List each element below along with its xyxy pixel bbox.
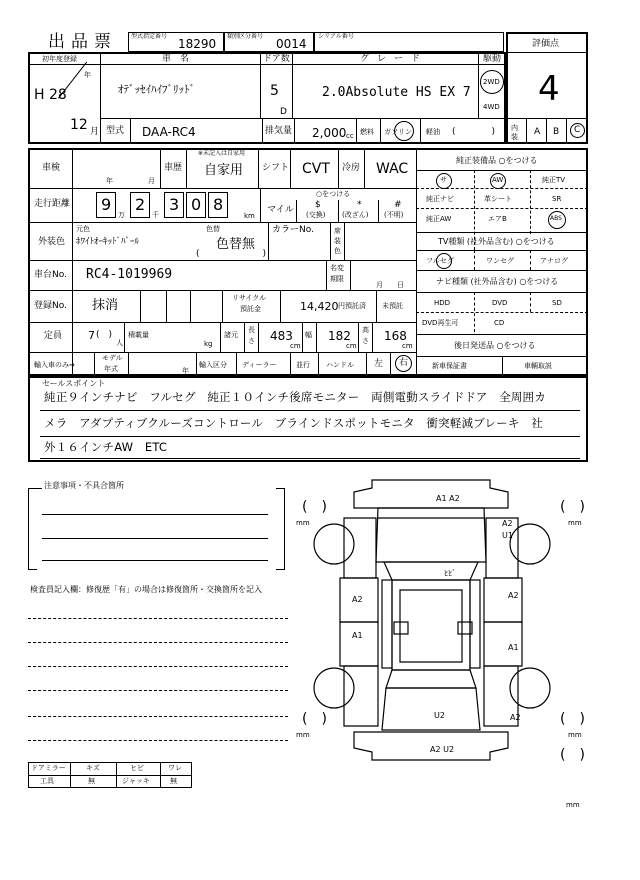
type-num-label: 型式指定番号	[131, 33, 168, 40]
swap-sym: $	[315, 200, 321, 210]
rear-left-wheel	[314, 668, 354, 708]
code-front: A1 A2	[436, 494, 460, 503]
page-title: 出品票	[48, 32, 117, 52]
color-paren: ( )	[196, 249, 267, 259]
code-fr-2: U1	[502, 531, 513, 540]
mm-fl: mm	[296, 519, 310, 527]
fuel-other: ( )	[452, 127, 496, 137]
grade-label: グレード	[360, 54, 429, 64]
fuel-label: 燃料	[360, 128, 374, 136]
history: 自家用	[204, 163, 244, 178]
oem-aw-label: 純正AW	[426, 215, 452, 223]
legend-r3: ジャッキ	[122, 777, 150, 785]
len-label: 長	[248, 326, 255, 334]
shift: CVT	[302, 161, 330, 177]
tv-label: 純正TV	[542, 176, 566, 184]
load-label: 積載量	[128, 331, 149, 339]
inspection-label: 車検	[42, 163, 61, 173]
import-label: 輸入車のみ⇒	[34, 361, 75, 369]
mileage-digit-1: 9	[101, 195, 112, 214]
bracket-rl: ( )	[302, 711, 327, 727]
first-reg-month: 12	[70, 117, 88, 133]
parallel: 並行	[296, 361, 310, 369]
left-front-fender	[344, 518, 376, 578]
code-right-front: A2	[508, 591, 519, 600]
front-left-wheel	[314, 524, 354, 564]
displacement: 2,000	[312, 126, 347, 140]
mm-rr: mm	[568, 731, 582, 739]
doors-suffix: D	[280, 107, 287, 117]
front-right-wheel	[510, 524, 550, 564]
airbag-label: エアB	[488, 215, 507, 223]
code-left-rear: A1	[352, 631, 363, 640]
right-front-door	[484, 578, 522, 622]
color-code-label: 色替	[206, 225, 220, 233]
mileage-digit-2: 2	[135, 195, 146, 214]
ac: WAC	[376, 161, 409, 177]
mm-fr: mm	[568, 519, 582, 527]
color-label: 外装色	[38, 237, 66, 247]
reg-no: 抹消	[92, 298, 119, 313]
tamper-label: (改ざん)	[342, 211, 369, 219]
len-unit: cm	[290, 342, 301, 350]
bracket-fr: ( )	[560, 499, 585, 515]
manual-label: 車輌取説	[524, 362, 552, 370]
class-num-label: 類別区分番号	[227, 33, 264, 40]
car-name-label: 車 名	[162, 54, 190, 64]
handle-left: 左	[374, 359, 384, 369]
rear-right-wheel	[510, 668, 550, 708]
km-unit: km	[244, 212, 255, 220]
wid-label: 幅	[305, 331, 312, 339]
trunk	[382, 688, 480, 730]
mileage-digit-3: 3	[169, 195, 180, 214]
first-reg-label: 初年度登録	[42, 55, 77, 63]
code-left-front: A2	[352, 595, 363, 604]
hei-label: 高	[362, 326, 369, 334]
dvd-play-label: DVD再生可	[422, 319, 459, 327]
warranty-label: 新車保証書	[432, 362, 467, 370]
caution-bracket-left	[28, 488, 37, 570]
analog-label: アナログ	[540, 257, 568, 265]
len-label-2: さ	[248, 337, 255, 345]
mileage-label: 走行距離	[34, 199, 71, 209]
oem-label: 純正装備品 ○をつける	[456, 156, 538, 165]
fuel-diesel: 軽油	[426, 128, 440, 136]
rear-window	[386, 670, 476, 688]
displacement-label: 排気量	[265, 126, 293, 136]
drive-label: 駆動	[483, 54, 502, 64]
model: DAA-RC4	[142, 125, 196, 139]
man-unit: 万	[118, 211, 125, 219]
name-change-label: 名変	[330, 264, 344, 272]
grade: 2.0Absolute HS EX 7	[322, 85, 471, 100]
recycle-none: 未預託	[382, 302, 403, 310]
model-year-label-2: 年式	[104, 365, 118, 373]
reg-no-label: 登録No.	[34, 301, 67, 311]
mile-label: マイル	[267, 205, 294, 215]
fuel-gas: ガソリン	[384, 128, 412, 136]
capacity-unit: 人	[116, 339, 123, 347]
mm-rear: mm	[566, 801, 580, 809]
month-unit: 月	[90, 127, 100, 137]
capacity: 7	[88, 329, 95, 342]
mark-note: ○をつける	[316, 190, 351, 198]
dim-label: 諸元	[224, 331, 238, 339]
nav-label: 純正ナビ	[426, 195, 454, 203]
legend-h4: ワレ	[168, 764, 182, 772]
code-rear-center: U2	[434, 711, 445, 720]
interior-b: B	[553, 127, 560, 137]
model-label: 型式	[106, 126, 125, 136]
orig-color-label: 元色	[76, 225, 90, 233]
dealer: ディーラー	[242, 361, 277, 369]
year-unit: 年	[84, 71, 91, 79]
unknown-label: (不明)	[384, 211, 404, 219]
interior-label: 内装	[511, 124, 518, 141]
sales-line-2: メラ アダプティブクルーズコントロール ブラインドスポットモニタ 衝突軽減ブレーキ 社	[44, 416, 543, 430]
length: 483	[270, 329, 293, 343]
shift-label: シフト	[262, 163, 290, 173]
code-rear: A2 U2	[430, 745, 455, 754]
history-note: ※未記入は自家用	[198, 150, 246, 157]
model-year-label: モデル	[102, 354, 123, 362]
sales-line-3: 外１６インチAW ETC	[44, 440, 168, 454]
windshield	[384, 562, 478, 580]
code-right-rear: A1	[508, 643, 519, 652]
bracket-fl: ( )	[302, 499, 327, 515]
recycle: 14,420	[300, 300, 339, 313]
recycle-unit: 円預託済	[338, 302, 366, 310]
inspector-label: 検査員記入欄：修復歴「有」の場合は修復箇所・交換箇所を記入	[30, 585, 262, 594]
inspection-month: 月	[148, 177, 155, 185]
left-mirror	[394, 622, 408, 634]
car-name: ｵﾃﾞｯｾｲﾊｲﾌﾞﾘｯﾄﾞ	[118, 83, 195, 96]
unknown-sym: #	[394, 200, 402, 210]
class-num: 0014	[276, 37, 307, 51]
seat-label-2: 装	[334, 237, 341, 245]
load-unit: kg	[204, 340, 213, 348]
mm-rl: mm	[296, 731, 310, 739]
swap-label: (交換)	[306, 211, 326, 219]
legend-r2: 無	[88, 777, 95, 785]
dvd-label: DVD	[492, 299, 508, 307]
legend-h1: ドアミラー	[31, 764, 66, 772]
hood-shape	[376, 508, 486, 562]
code-rear-right: A2	[510, 713, 521, 722]
color-change: 色替無	[216, 237, 256, 252]
sd-label: SD	[552, 299, 562, 307]
mileage-digit-4: 0	[191, 195, 202, 214]
legend-r1: 工具	[40, 777, 54, 785]
serial-label: シリアル番号	[318, 33, 354, 40]
capacity-paren: ( )	[96, 330, 113, 340]
type-num: 18290	[178, 37, 217, 51]
cd-label: CD	[494, 319, 505, 327]
leather-label: 革シート	[484, 195, 512, 203]
wid-unit: cm	[346, 342, 357, 350]
deadline-label: 期限	[330, 275, 344, 283]
displacement-unit: cc	[346, 132, 354, 140]
handle-label: ハンドル	[326, 361, 354, 369]
interior-c: C	[574, 125, 581, 135]
drive-2wd: 2WD	[483, 78, 500, 86]
sr-label: SR	[552, 195, 562, 203]
doors-label: ドア数	[263, 54, 290, 64]
ac-label: 冷房	[342, 163, 361, 173]
drive-4wd: 4WD	[483, 103, 500, 111]
fullseg-label: フルセグ	[426, 257, 454, 265]
history-label: 車歴	[164, 163, 183, 173]
seat-label-3: 色	[334, 247, 341, 255]
code-roof: ﾋﾋﾞ	[444, 569, 456, 578]
mileage-digit-5: 8	[213, 195, 224, 214]
bracket-rr: ( )	[560, 711, 585, 727]
tv-type-label: TV種類 (社外品含む) ○をつける	[438, 237, 555, 246]
hei-label-2: さ	[362, 337, 369, 345]
caution-bracket-right	[276, 488, 285, 570]
aw-label: AW	[492, 176, 504, 184]
later-label: 後日発送品 ○をつける	[454, 341, 536, 350]
handle-right: 右	[399, 358, 409, 368]
color-no-label: カラーNo.	[272, 225, 314, 235]
inspection-year: 年	[106, 177, 113, 185]
oneseg-label: ワンセグ	[486, 257, 514, 265]
model-year-unit: 年	[182, 367, 189, 375]
caution-label: 注意事項・不具合箇所	[44, 481, 124, 490]
deadline-month-day: 月 日	[376, 281, 404, 289]
seat-label: 席	[334, 227, 341, 235]
abs-label: ABS	[550, 215, 562, 222]
import-class-label: 輸入区分	[199, 361, 227, 369]
code-fr: A2	[502, 519, 513, 528]
tamper-sym: *	[357, 200, 362, 210]
nav-type-label: ナビ種類 (社外品含む) ○をつける	[436, 277, 559, 286]
score-value: 4	[538, 69, 560, 109]
capacity-label: 定員	[44, 331, 63, 341]
vin-label: 車台No.	[34, 270, 67, 280]
legend-r4: 無	[170, 777, 177, 785]
doors: 5	[270, 83, 279, 99]
sen-unit: 千	[152, 211, 159, 219]
sales-label: セールスポイント	[42, 379, 106, 388]
interior-a: A	[534, 127, 541, 137]
recycle-label-2: 預託金	[240, 305, 261, 313]
legend-h2: キズ	[86, 764, 100, 772]
sun-label: サ	[440, 176, 447, 184]
height: 168	[384, 329, 407, 343]
front-bumper-shape	[354, 480, 508, 508]
score-label: 評価点	[532, 39, 560, 49]
hei-unit: cm	[402, 342, 413, 350]
hdd-label: HDD	[434, 299, 451, 307]
legend-h3: ヒビ	[130, 764, 144, 772]
orig-color: ﾎﾜｲﾄｵｰｷｯﾄﾞﾊﾟｰﾙ	[76, 237, 140, 247]
car-diagram	[290, 470, 610, 790]
vin: RC4-1019969	[86, 267, 173, 282]
left-rear-door	[340, 622, 378, 666]
recycle-label: リサイクル	[232, 294, 267, 302]
sales-line-1: 純正９インチナビ フルセグ 純正１０インチ後席モニター 両側電動スライドドア 全周囲カ	[44, 390, 546, 404]
width: 182	[328, 329, 351, 343]
first-reg-era: H 28	[34, 87, 67, 103]
bracket-rear: ( )	[560, 747, 585, 763]
